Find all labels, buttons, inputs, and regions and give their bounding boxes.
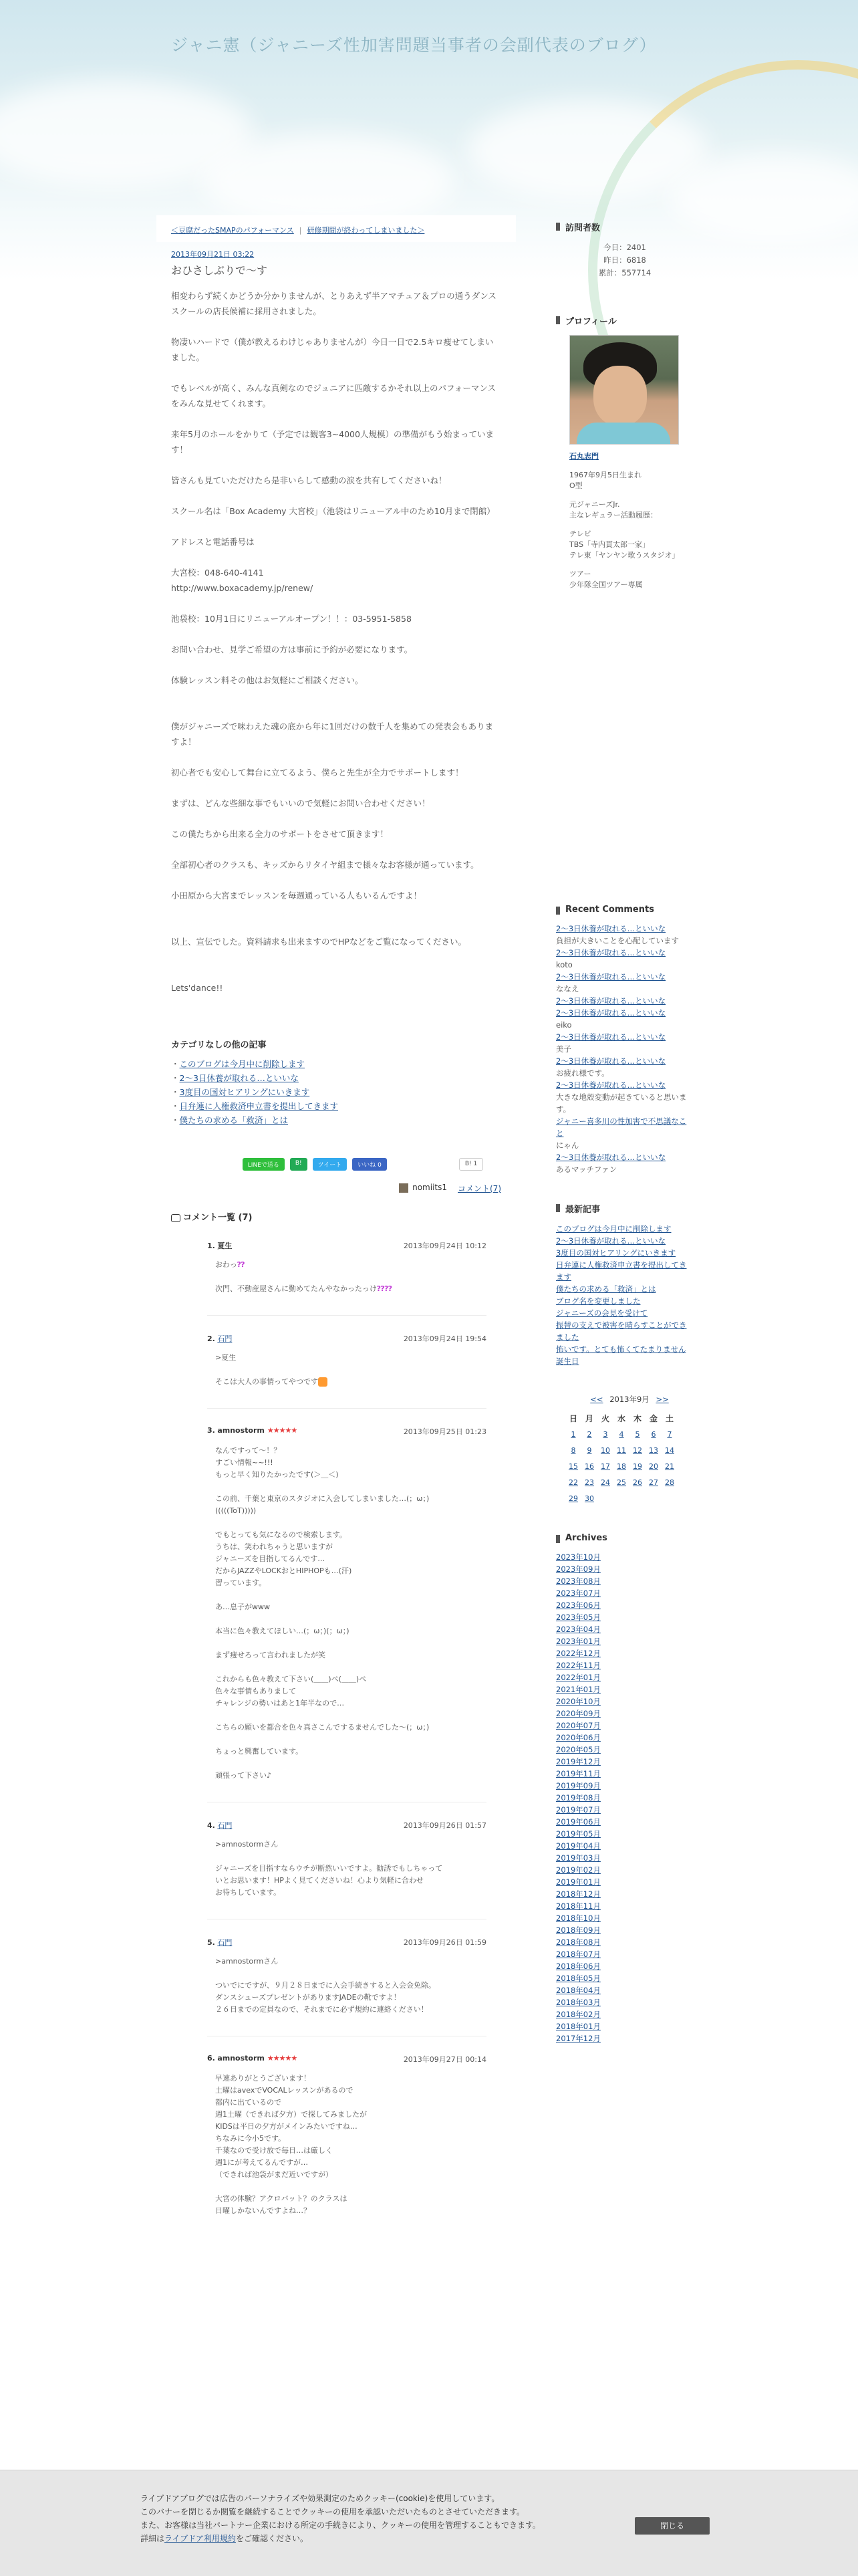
- other-post-link[interactable]: 僕たちの求める「救済」とは: [179, 1115, 289, 1125]
- weekday: 土: [665, 1413, 674, 1423]
- comment-body: >amnostormさん ついでにですが、９月２８日までに入会手続きすると入会金免除。 ダンスシューズプレゼントがありますJADEの靴ですよ！ ２６日までの定員なので、それまでに必ず規約に連絡ください！: [215, 1957, 436, 2014]
- archive-link[interactable]: 2023年06月: [556, 1601, 601, 1610]
- archive-link[interactable]: 2019年06月: [556, 1817, 601, 1827]
- profile-name-link[interactable]: 石丸志門: [569, 452, 599, 461]
- recent-comment-link[interactable]: 2〜3日休養が取れる…といいな: [556, 924, 666, 933]
- list-item: [171, 1085, 501, 1099]
- calendar-day[interactable]: 21: [665, 1461, 674, 1471]
- archive-link[interactable]: 2018年11月: [556, 1901, 601, 1911]
- calendar-day[interactable]: 4: [619, 1429, 624, 1439]
- archive-link[interactable]: 2019年03月: [556, 1853, 601, 1863]
- paragraph: 相変わらず続くかどうか分かりませんが、とりあえず半アマチュア＆プロの通うダンススクールの店長候補に採用されました。: [171, 291, 496, 316]
- visits-yesterday: 昨日：6818: [603, 255, 646, 265]
- visits-block: [556, 221, 694, 279]
- paragraph: 大宮校：048-640-4141 http://www.boxacademy.jp/renew/: [171, 568, 313, 593]
- profile-tour: ツアー 少年隊全国ツアー専属: [569, 570, 643, 589]
- comment-date: 2013年09月24日 19:54: [403, 1334, 486, 1343]
- visits-today: 今日：2401: [603, 243, 646, 252]
- other-post-link[interactable]: 2〜3日休養が取れる…といいな: [179, 1073, 299, 1083]
- archive-link[interactable]: 2018年09月: [556, 1925, 601, 1935]
- weekday: 月: [585, 1413, 593, 1423]
- comments-title: コメント一覧 (7): [171, 1210, 516, 1223]
- recent-comment-link[interactable]: 2〜3日休養が取れる…といいな: [556, 1008, 666, 1018]
- archive-link[interactable]: 2023年05月: [556, 1613, 601, 1622]
- paragraph: 来年5月のホールをかりて（予定では観客3~4000人規模）の準備がもう始まっています！: [171, 429, 494, 455]
- weekday: 火: [601, 1413, 609, 1423]
- profile-birth: 1967年9月5日生まれ O型: [569, 471, 641, 490]
- latest-post-link[interactable]: 日弁連に人権救済申立書を提出してきます: [556, 1260, 687, 1282]
- calendar-day[interactable]: 28: [665, 1478, 674, 1487]
- comment-date: 2013年09月25日 01:23: [403, 1427, 486, 1436]
- comment-date: 2013年09月27日 00:14: [403, 2055, 486, 2064]
- next-article-link[interactable]: 研修期間が終わってしまいました＞: [307, 226, 425, 235]
- archive-link[interactable]: 2020年10月: [556, 1697, 601, 1706]
- weekday: 水: [617, 1413, 625, 1423]
- paragraph: 体験レッスン料その他はお気軽にご相談ください。: [171, 675, 364, 685]
- archive-link[interactable]: 2023年08月: [556, 1576, 601, 1586]
- archive-link[interactable]: 2022年12月: [556, 1649, 601, 1658]
- paragraph: Lets'dance!!: [171, 983, 223, 993]
- latest-post-link[interactable]: 3度目の国対ヒアリングにいきます: [556, 1248, 676, 1258]
- archive-link[interactable]: 2022年01月: [556, 1673, 601, 1682]
- latest-post-link[interactable]: 僕たちの求める「救済」とは: [556, 1284, 656, 1294]
- calendar-day[interactable]: 14: [665, 1445, 674, 1455]
- archive-link[interactable]: 2019年11月: [556, 1769, 601, 1778]
- calendar-day[interactable]: 19: [633, 1461, 642, 1471]
- calendar-day[interactable]: 7: [667, 1429, 672, 1439]
- archive-link[interactable]: 2019年01月: [556, 1877, 601, 1887]
- calendar-day[interactable]: 30: [585, 1494, 594, 1503]
- calendar-day[interactable]: 23: [585, 1478, 594, 1487]
- calendar-day[interactable]: 20: [649, 1461, 658, 1471]
- paragraph: 物凄いハードで（僕が教えるわけじゃありませんが）今日一日で2.5キロ痩せてしまいました。: [171, 337, 494, 362]
- latest-posts-title: 最新記事: [556, 1202, 694, 1215]
- tweet-button[interactable]: ツイート: [313, 1158, 347, 1171]
- archive-link[interactable]: 2023年09月: [556, 1564, 601, 1574]
- latest-post-link[interactable]: 怖いです。とても怖くてたまりません: [556, 1344, 686, 1354]
- weekday: 木: [633, 1413, 641, 1423]
- cookie-text-line: 詳細はライブドア利用規約をご確認ください。: [140, 2534, 308, 2543]
- archive-link[interactable]: 2018年07月: [556, 1950, 601, 1959]
- cookie-text-line: このバナーを閉じるか閲覧を継続することでクッキーの使用を承認いただいたものとさせていただきます。: [140, 2507, 525, 2516]
- calendar-day[interactable]: 29: [569, 1494, 578, 1503]
- archive-link[interactable]: 2017年12月: [556, 2034, 601, 2043]
- article-nav: ＜豆腐だったSMAPのパフォーマンス | 研修期間が終わってしまいました＞: [156, 215, 516, 242]
- article-header: [156, 242, 516, 277]
- hatena-bookmark-button[interactable]: B! 1: [459, 1158, 483, 1171]
- archive-link[interactable]: 2018年01月: [556, 2022, 601, 2031]
- calendar-prev-link[interactable]: <<: [590, 1395, 603, 1404]
- comment: 5. 石門 2013年09月26日 01:59 >amnostormさん ついでにですが、９月２８日までに入会手続きすると入会金免除。 ダンスシューズプレゼントがありますJADEの靴ですよ！ ２６日までの定員なので、それまでに必ず規約に連絡ください！: [207, 1919, 486, 2036]
- latest-post-link[interactable]: ブログ名を変更しました: [556, 1296, 641, 1306]
- comment: 3. amnostorm ★★★★★ 2013年09月25日 01:23 なんですって〜！？ すごい情報~~!!! もっと早く知りたかったです(＞＿＜) この前、千葉と東京のスタジオに入会してしまいました…(；ω；) (((((ToT))))) でもとっても気になるので検索します。 うちは、笑われちゃうと思いますが ジャニーズを目指してるんです… だからJAZZやLOCKおとHIPHOPも…(汗) 習っています。 あ…息子がwww 本当に色々教えてほしい…(；ω；)(；ω；) まず痩せろって言われましたが笑 これからも色々教えて下さい(＿＿)ペ(＿＿)ペ 色々な事情もありまして チャレンジの勢いはあと1年半なので… こちらの願いを都合を色々真さこんでするませんでした〜(；ω；) ちょっと興奮しています。 頑張って下さい♪: [207, 1409, 486, 1802]
- archive-link[interactable]: 2018年06月: [556, 1962, 601, 1971]
- latest-post-link[interactable]: このブログは今月中に削除します: [556, 1224, 672, 1234]
- post-title: おひさしぶりで〜す: [171, 264, 268, 277]
- rating-stars: ★★★★★: [267, 2054, 297, 2063]
- archive-link[interactable]: 2018年08月: [556, 1938, 601, 1947]
- calendar-day[interactable]: 15: [569, 1461, 578, 1471]
- prev-article-link[interactable]: ＜豆腐だったSMAPのパフォーマンス: [171, 226, 294, 235]
- emoji-icon: ⁇⁇: [377, 1284, 392, 1293]
- sidebar: [556, 221, 694, 2071]
- profile-tv: テレビ TBS「寺内貫太郎一家」 テレ東「ヤンヤン歌うスタジオ」: [569, 530, 680, 560]
- archives-block: [556, 1533, 694, 2044]
- archive-link[interactable]: 2018年02月: [556, 2010, 601, 2019]
- comment-body: >amnostormさん ジャニーズを目指すならウチが断然いいですよ。勧誘でもしちゃって いとお思います！HPよく見てくださいね！心より気軽に合わせ お待ちしています。: [215, 1840, 443, 1897]
- cookie-banner: [0, 2470, 858, 2576]
- archive-link[interactable]: 2020年06月: [556, 1733, 601, 1742]
- archive-link[interactable]: 2019年12月: [556, 1757, 601, 1766]
- list-item: [171, 1057, 501, 1071]
- profile-photo[interactable]: [569, 335, 679, 445]
- archive-link[interactable]: 2019年02月: [556, 1865, 601, 1875]
- comment-date: 2013年09月24日 10:12: [403, 1242, 486, 1250]
- profile-title: プロフィール: [556, 314, 694, 327]
- archive-link[interactable]: 2023年07月: [556, 1589, 601, 1598]
- other-post-link[interactable]: 3度目の国対ヒアリングにいきます: [179, 1087, 310, 1097]
- recent-comment-link[interactable]: 2〜3日休養が取れる…といいな: [556, 1153, 666, 1162]
- archive-link[interactable]: 2023年10月: [556, 1552, 601, 1562]
- archive-link[interactable]: 2018年04月: [556, 1986, 601, 1995]
- calendar-day[interactable]: 22: [569, 1478, 578, 1487]
- archives-title: Archives: [556, 1533, 694, 1543]
- paragraph: この僕たちから出来る全力のサポートをさせて頂きます！: [171, 829, 389, 839]
- calendar-day[interactable]: 5: [635, 1429, 640, 1439]
- visits-title: 訪問者数: [556, 221, 694, 233]
- archive-link[interactable]: 2020年07月: [556, 1721, 601, 1730]
- paragraph: 初心者でも安心して舞台に立てるよう、僕らと先生が全力でサポートします！: [171, 768, 464, 778]
- recent-comment-link[interactable]: 2〜3日休養が取れる…といいな: [556, 972, 666, 981]
- calendar-day[interactable]: 16: [585, 1461, 594, 1471]
- profile-career: 元ジャニーズJr. 主なレギュラー活動履歴：: [569, 500, 658, 519]
- archive-link[interactable]: 2020年05月: [556, 1745, 601, 1754]
- facebook-like-button[interactable]: いいね 0: [352, 1158, 387, 1171]
- comment: 4. 石門 2013年09月26日 01:57 >amnostormさん ジャニーズを目指すならウチが断然いいですよ。勧誘でもしちゃって いとお思います！HPよく見てくださいね！心より気軽に合わせ お待ちしています。: [207, 1802, 486, 1919]
- main-column: [156, 215, 516, 2237]
- paragraph: 全部初心者のクラスも、キッズからリタイヤ組まで様々なお客様が通っています。: [171, 860, 479, 870]
- recent-comment-link[interactable]: 2〜3日休養が取れる…といいな: [556, 948, 666, 957]
- site-title[interactable]: ジャニ憲（ジャニーズ性加害問題当事者の会副代表のブログ）: [171, 35, 657, 55]
- latest-post-link[interactable]: 2〜3日休養が取れる…といいな: [556, 1236, 666, 1246]
- paragraph: アドレスと電話番号は: [171, 537, 255, 547]
- comment-author: amnostorm: [217, 2054, 265, 2063]
- latest-post-link[interactable]: 誕生日: [556, 1357, 579, 1366]
- calendar-day[interactable]: 9: [587, 1445, 592, 1455]
- comment-date: 2013年09月26日 01:57: [403, 1821, 486, 1830]
- calendar-day[interactable]: 25: [617, 1478, 626, 1487]
- calendar-day[interactable]: 17: [601, 1461, 610, 1471]
- terms-link[interactable]: ライブドア利用規約: [164, 2534, 236, 2543]
- recent-comment-link[interactable]: ジャニー喜多川の性加害で不思議なこと: [556, 1117, 687, 1138]
- archive-link[interactable]: 2018年05月: [556, 1974, 601, 1983]
- calendar-day[interactable]: 3: [603, 1429, 608, 1439]
- rating-stars: ★★★★★: [267, 1426, 297, 1435]
- comment: 2. 石門 2013年09月24日 19:54 >夏生 そこは大人の事情ってやつです: [207, 1316, 486, 1409]
- author-avatar: [399, 1183, 408, 1193]
- archive-link[interactable]: 2019年04月: [556, 1841, 601, 1851]
- cookie-text-line: また、お客様は当社パートナー企業における所定の手続きにより、クッキーの使用を管理することもできます。: [140, 2521, 541, 2530]
- cookie-text-line: ライブドアブログでは広告のパーソナライズや効果測定のためクッキー(cookie)を使用しています。: [140, 2494, 500, 2503]
- latest-post-link[interactable]: ジャニーズの会見を受けて: [556, 1308, 648, 1318]
- comment-body: 早速ありがとうございます！ 土曜はavexでVOCALレッスンがあるので 都内に出ているので 週1土曜（できれば夕方）で探してみましたが KIDSは平日の夕方がメインみたいですね… ちなみに今小5です。 千葉なので受け放で毎日…は厳しく 週1にが考えてるんですが… （できれば池袋がまだ近いですが） 大宮の体験？アクロバット？のクラスは 日曜しかないんですよね…？: [215, 2074, 367, 2215]
- latest-posts-block: [556, 1202, 694, 1367]
- archive-link[interactable]: 2018年12月: [556, 1889, 601, 1899]
- paragraph: 以上、宣伝でした。資料請求も出来ますのでHPなどをご覧になってください。: [171, 937, 466, 947]
- calendar-day[interactable]: 26: [633, 1478, 642, 1487]
- paragraph: まずは、どんな些細な事でもいいので気軽にお問い合わせください！: [171, 798, 430, 808]
- author[interactable]: nomiits1: [399, 1183, 447, 1194]
- list-item: [171, 1071, 501, 1085]
- archive-link[interactable]: 2019年05月: [556, 1829, 601, 1839]
- recent-comments-title: Recent Comments: [556, 905, 694, 915]
- comment: 6. amnostorm ★★★★★ 2013年09月27日 00:14 早速ありがとうございます！ 土曜はavexでVOCALレッスンがあるので 都内に出ているので 週1土曜（できれば夕方）で探してみましたが KIDSは平日の夕方がメインみたいですね… ちなみに今小5です。 千葉なので受け放で毎日…は厳しく 週1にが考えてるんですが… （できれば池袋がまだ近いですが） 大宮の体験？アクロバット？のクラスは 日曜しかないんですよね…？: [207, 2036, 486, 2237]
- paragraph: 小田原から大宮までレッスンを毎週通っている人もいるんですよ！: [171, 891, 422, 901]
- article-body: [156, 277, 516, 996]
- paragraph: スクール名は「Box Academy 大宮校」（池袋はリニューアル中のため10月まで閉館）: [171, 506, 495, 516]
- recent-comment-link[interactable]: 2〜3日休養が取れる…といいな: [556, 996, 666, 1006]
- recent-comments-block: Recent Comments 2〜3日休養が取れる…といいな 負担が大きいことを心配しています 2〜3日休養が取れる…といいな koto 2〜3日休養が取れる…といいな ななえ 2〜3日休養が取れる…といいな 2〜3日休養が取れる…といいな eiko 2〜3日休養が取れる…といいな 美子 2〜3日休養が取れる…といいな お疲れ様です。 2〜3日休養が取れる…といいな 大きな地殻変動が起きていると思います。 ジャニー喜多川の性加害で不思議なこと にゃん 2〜3日休養が取れる…といいな あるマッチファン: [556, 905, 694, 1175]
- comment-author-link[interactable]: 石門: [217, 1938, 233, 1947]
- calendar-table: [565, 1410, 678, 1506]
- post-date[interactable]: 2013年09月21日 03:22: [171, 250, 255, 259]
- archive-link[interactable]: 2020年09月: [556, 1709, 601, 1718]
- comment: 1. 夏生 2013年09月24日 10:12 おわっ⁇ 次門、不動産屋さんに勤めてたんやなかったっけ⁇⁇: [207, 1223, 486, 1316]
- calendar-day[interactable]: 8: [571, 1445, 576, 1455]
- archive-list: [556, 1551, 694, 2044]
- calendar-month: 2013年9月: [609, 1395, 650, 1404]
- share-buttons: [210, 1158, 516, 1171]
- calendar-day[interactable]: 12: [633, 1445, 642, 1455]
- archive-link[interactable]: 2021年01月: [556, 1685, 601, 1694]
- profile-block: [556, 314, 694, 590]
- other-post-link[interactable]: 日弁連に人権救済申立書を提出してきます: [179, 1101, 339, 1111]
- paragraph: 皆さんも見ていただけたら是非いらして感動の涙を共有してくださいね！: [171, 475, 447, 485]
- comment-author: amnostorm: [217, 1426, 265, 1435]
- archive-link[interactable]: 2019年09月: [556, 1781, 601, 1790]
- recent-comment-link[interactable]: 2〜3日休養が取れる…といいな: [556, 1080, 666, 1090]
- calendar-day[interactable]: 2: [587, 1429, 592, 1439]
- list-item: [171, 1099, 501, 1113]
- latest-post-link[interactable]: 振替の支えで被害を晴らすことができました: [556, 1320, 687, 1342]
- archive-link[interactable]: 2018年10月: [556, 1913, 601, 1923]
- visits-total: 累計：557714: [598, 268, 652, 277]
- calendar-day[interactable]: 27: [649, 1478, 658, 1487]
- author-row: [156, 1171, 516, 1194]
- list-item: [171, 1113, 501, 1127]
- comment-body: なんですって〜！？ すごい情報~~!!! もっと早く知りたかったです(＞＿＜) この前、千葉と東京のスタジオに入会してしまいました…(；ω；) (((((ToT))))) でもとっても気になるので検索します。 うちは、笑われちゃうと思いますが ジャニーズを目指してるんです… だからJAZZやLOCKおとHIPHOPも…(汗) 習っています。 あ…息子がwww 本当に色々教えてほしい…(；ω；)(；ω；) まず痩せろって言われましたが笑 これからも色々教えて下さい(＿＿)ペ(＿＿)ペ 色々な事情もありまして チャレンジの勢いはあと1年半なので… こちらの願いを都合を色々真さこんでするませんでした〜(；ω；) ちょっと興奮しています。 頑張って下さい♪: [215, 1446, 430, 1780]
- other-post-link[interactable]: このブログは今月中に削除します: [179, 1059, 305, 1069]
- calendar-day[interactable]: 24: [601, 1478, 610, 1487]
- archive-link[interactable]: 2022年11月: [556, 1661, 601, 1670]
- comment-count-link[interactable]: コメント(7): [458, 1184, 501, 1193]
- calendar-day[interactable]: 11: [617, 1445, 626, 1455]
- recent-comment-link[interactable]: 2〜3日休養が取れる…といいな: [556, 1032, 666, 1042]
- calendar-day[interactable]: 1: [571, 1429, 576, 1439]
- archive-link[interactable]: 2023年04月: [556, 1625, 601, 1634]
- calendar-day[interactable]: 18: [617, 1461, 626, 1471]
- archive-link[interactable]: 2019年08月: [556, 1793, 601, 1802]
- line-share-button[interactable]: LINEで送る: [243, 1158, 285, 1171]
- close-cookie-button[interactable]: 閉じる: [635, 2517, 710, 2535]
- bookmark-button[interactable]: B!: [290, 1158, 307, 1171]
- paragraph: 池袋校：10月1日にリニューアルオープン！！：03-5951-5858: [171, 614, 412, 624]
- archive-link[interactable]: 2018年03月: [556, 1998, 601, 2007]
- calendar-day[interactable]: 13: [649, 1445, 658, 1455]
- calendar-day[interactable]: 6: [651, 1429, 656, 1439]
- paragraph: でもレベルが高く、みんな真剣なのでジュニアに匹敵するかそれ以上のパフォーマンスをみんな見せてくれます。: [171, 383, 496, 408]
- comment-date: 2013年09月26日 01:59: [403, 1938, 486, 1947]
- paragraph: お問い合わせ、見学ご希望の方は事前に予約が必要になります。: [171, 645, 413, 655]
- calendar-day[interactable]: 10: [601, 1445, 610, 1455]
- emoji-icon: ⁇: [237, 1260, 245, 1269]
- comment-icon: [171, 1214, 180, 1222]
- weekday: 日: [569, 1413, 577, 1423]
- weekday: 金: [649, 1413, 658, 1423]
- calendar-next-link[interactable]: >>: [656, 1395, 669, 1404]
- paragraph: 僕がジャニーズで味わえた魂の底から年に1回だけの数千人を集めての発表会もありますよ！: [171, 721, 494, 747]
- archive-link[interactable]: 2023年01月: [556, 1637, 601, 1646]
- comment-author: 夏生: [217, 1242, 233, 1250]
- smile-emoji-icon: [318, 1377, 327, 1387]
- archive-link[interactable]: 2019年07月: [556, 1805, 601, 1814]
- comment-author-link[interactable]: 石門: [217, 1334, 233, 1343]
- other-posts-title: カテゴリなしの他の記事: [171, 1040, 267, 1050]
- comment-author-link[interactable]: 石門: [217, 1821, 233, 1830]
- calendar: [565, 1394, 694, 1506]
- recent-comment-link[interactable]: 2〜3日休養が取れる…といいな: [556, 1056, 666, 1066]
- other-posts: [156, 1011, 516, 1127]
